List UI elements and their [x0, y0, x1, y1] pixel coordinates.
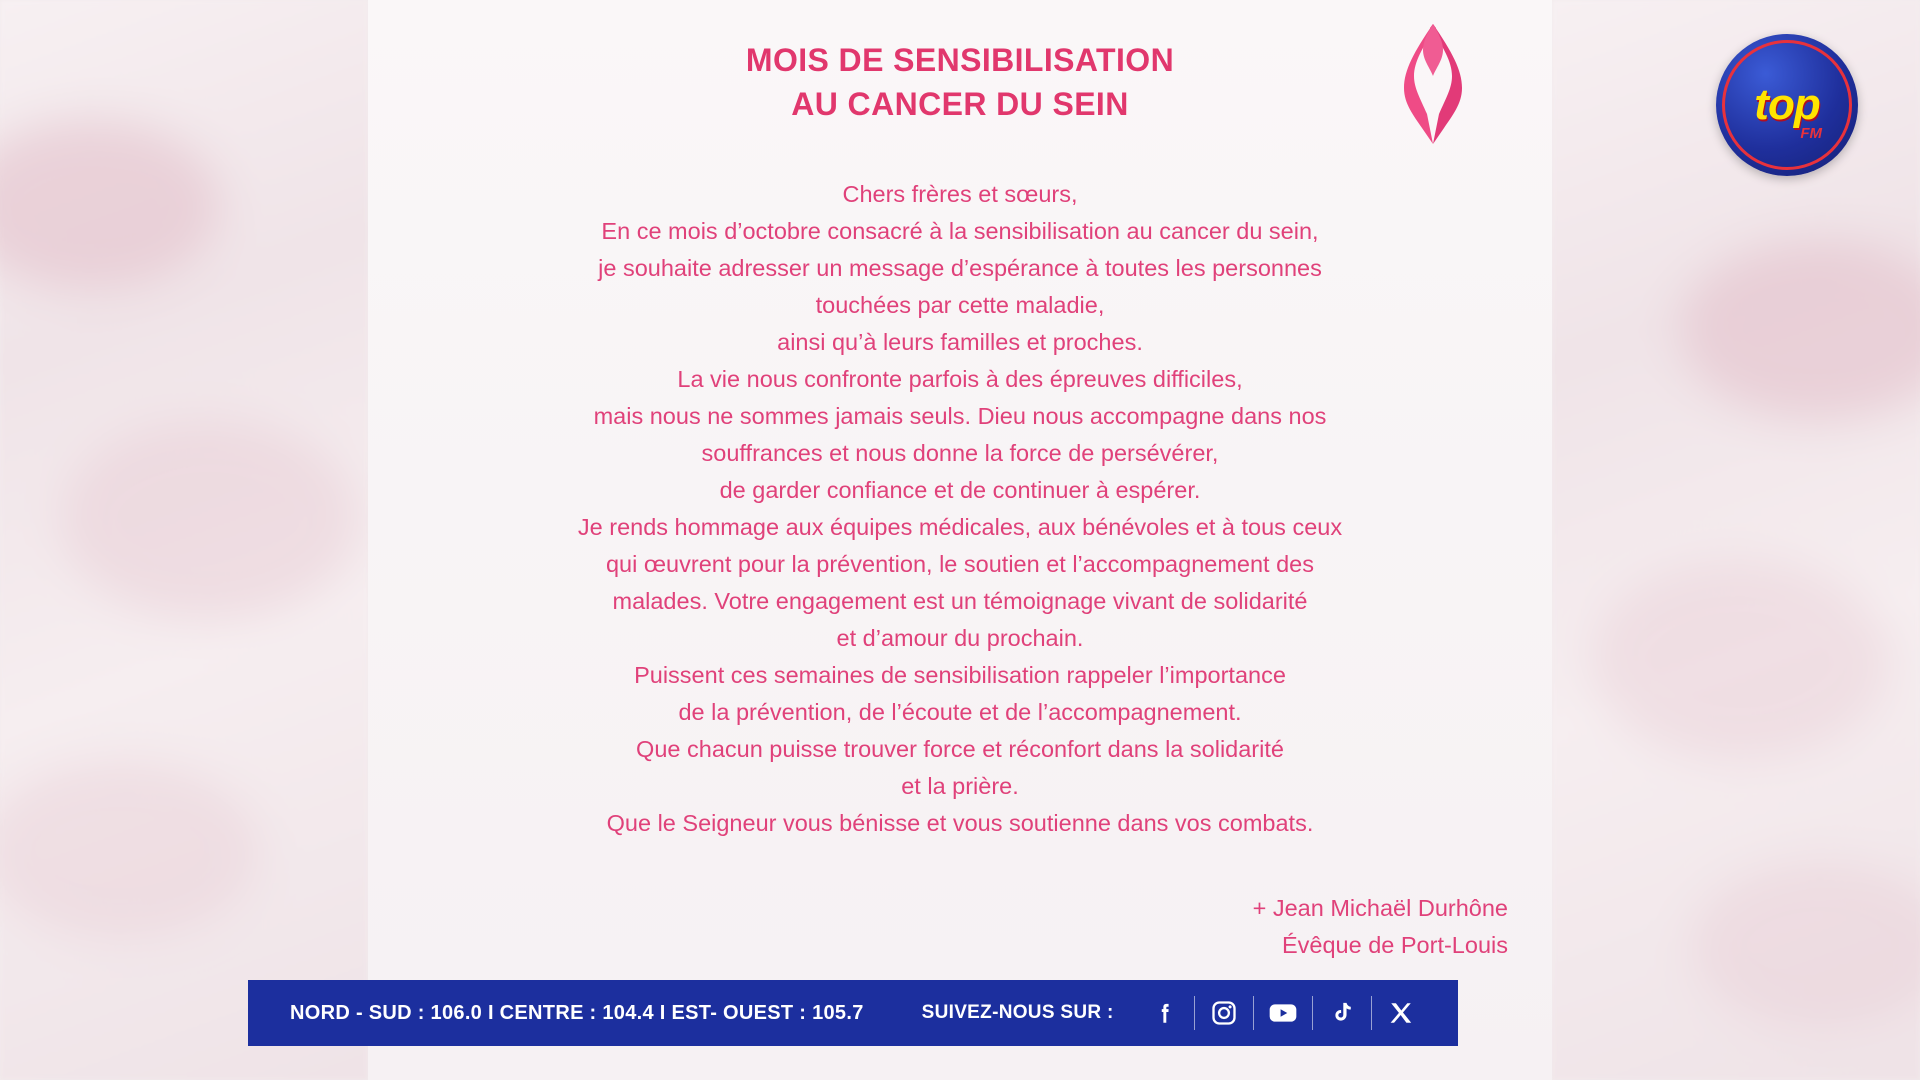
message-line: La vie nous confronte parfois à des épreuves difficiles, [677, 366, 1243, 392]
headline-line-1: MOIS DE SENSIBILISATION [745, 42, 1175, 78]
poster-card-inner [368, 0, 1552, 1080]
tiktok-icon[interactable] [1313, 1000, 1371, 1026]
background-left [0, 0, 368, 1080]
message-line: et d’amour du prochain. [836, 625, 1084, 651]
message-line: Que chacun puisse trouver force et réconfort dans la solidarité [636, 736, 1284, 762]
background-right [1552, 0, 1920, 1080]
message-line: malades. Votre engagement est un témoignage vivant de solidarité [612, 588, 1308, 614]
logo-word: top [1754, 80, 1820, 129]
poster-card [368, 0, 1552, 1080]
message-line: Puissent ces semaines de sensibilisation rappeler l’importance [634, 662, 1286, 688]
signature-title: Évêque de Port-Louis [1281, 932, 1508, 958]
signature-block [1253, 890, 1508, 964]
signature-name: + Jean Michaël Durhône [1252, 895, 1508, 921]
instagram-icon[interactable] [1195, 999, 1253, 1027]
message-line: de garder confiance et de continuer à espérer. [719, 477, 1201, 503]
message-line: et la prière. [901, 773, 1019, 799]
message-line: de la prévention, de l’écoute et de l’accompagnement. [678, 699, 1242, 725]
message-line: qui œuvrent pour la prévention, le soutien et l’accompagnement des [605, 551, 1315, 577]
facebook-icon[interactable] [1136, 1000, 1194, 1026]
frequencies-label: NORD - SUD : 106.0 I CENTRE : 104.4 I EST- OUEST : 105.7 [290, 1001, 864, 1024]
topfm-logo [1716, 34, 1858, 176]
message-line: ainsi qu’à leurs familles et proches. [777, 329, 1143, 355]
pink-ribbon-icon [1378, 18, 1488, 148]
message-body [408, 176, 1512, 842]
footer-bar [248, 980, 1458, 1046]
message-line: Je rends hommage aux équipes médicales, aux bénévoles et à tous ceux [577, 514, 1343, 540]
follow-us-label: SUIVEZ-NOUS SUR : [921, 1002, 1114, 1023]
message-line: Que le Seigneur vous bénisse et vous soutienne dans vos combats. [606, 810, 1314, 836]
page-title [368, 38, 1552, 126]
youtube-icon[interactable] [1254, 997, 1312, 1029]
social-links [1136, 996, 1430, 1030]
logo-fm: FM [1800, 125, 1822, 142]
message-line: touchées par cette maladie, [815, 292, 1105, 318]
message-line: En ce mois d’octobre consacré à la sensibilisation au cancer du sein, [601, 218, 1319, 244]
x-icon[interactable] [1372, 1000, 1430, 1026]
message-line: mais nous ne sommes jamais seuls. Dieu nous accompagne dans nos [593, 403, 1327, 429]
message-line: je souhaite adresser un message d’espérance à toutes les personnes [598, 255, 1322, 281]
headline-line-2: AU CANCER DU SEIN [791, 86, 1129, 123]
message-line: Chers frères et sœurs, [842, 181, 1078, 207]
message-line: souffrances et nous donne la force de persévérer, [701, 440, 1219, 466]
